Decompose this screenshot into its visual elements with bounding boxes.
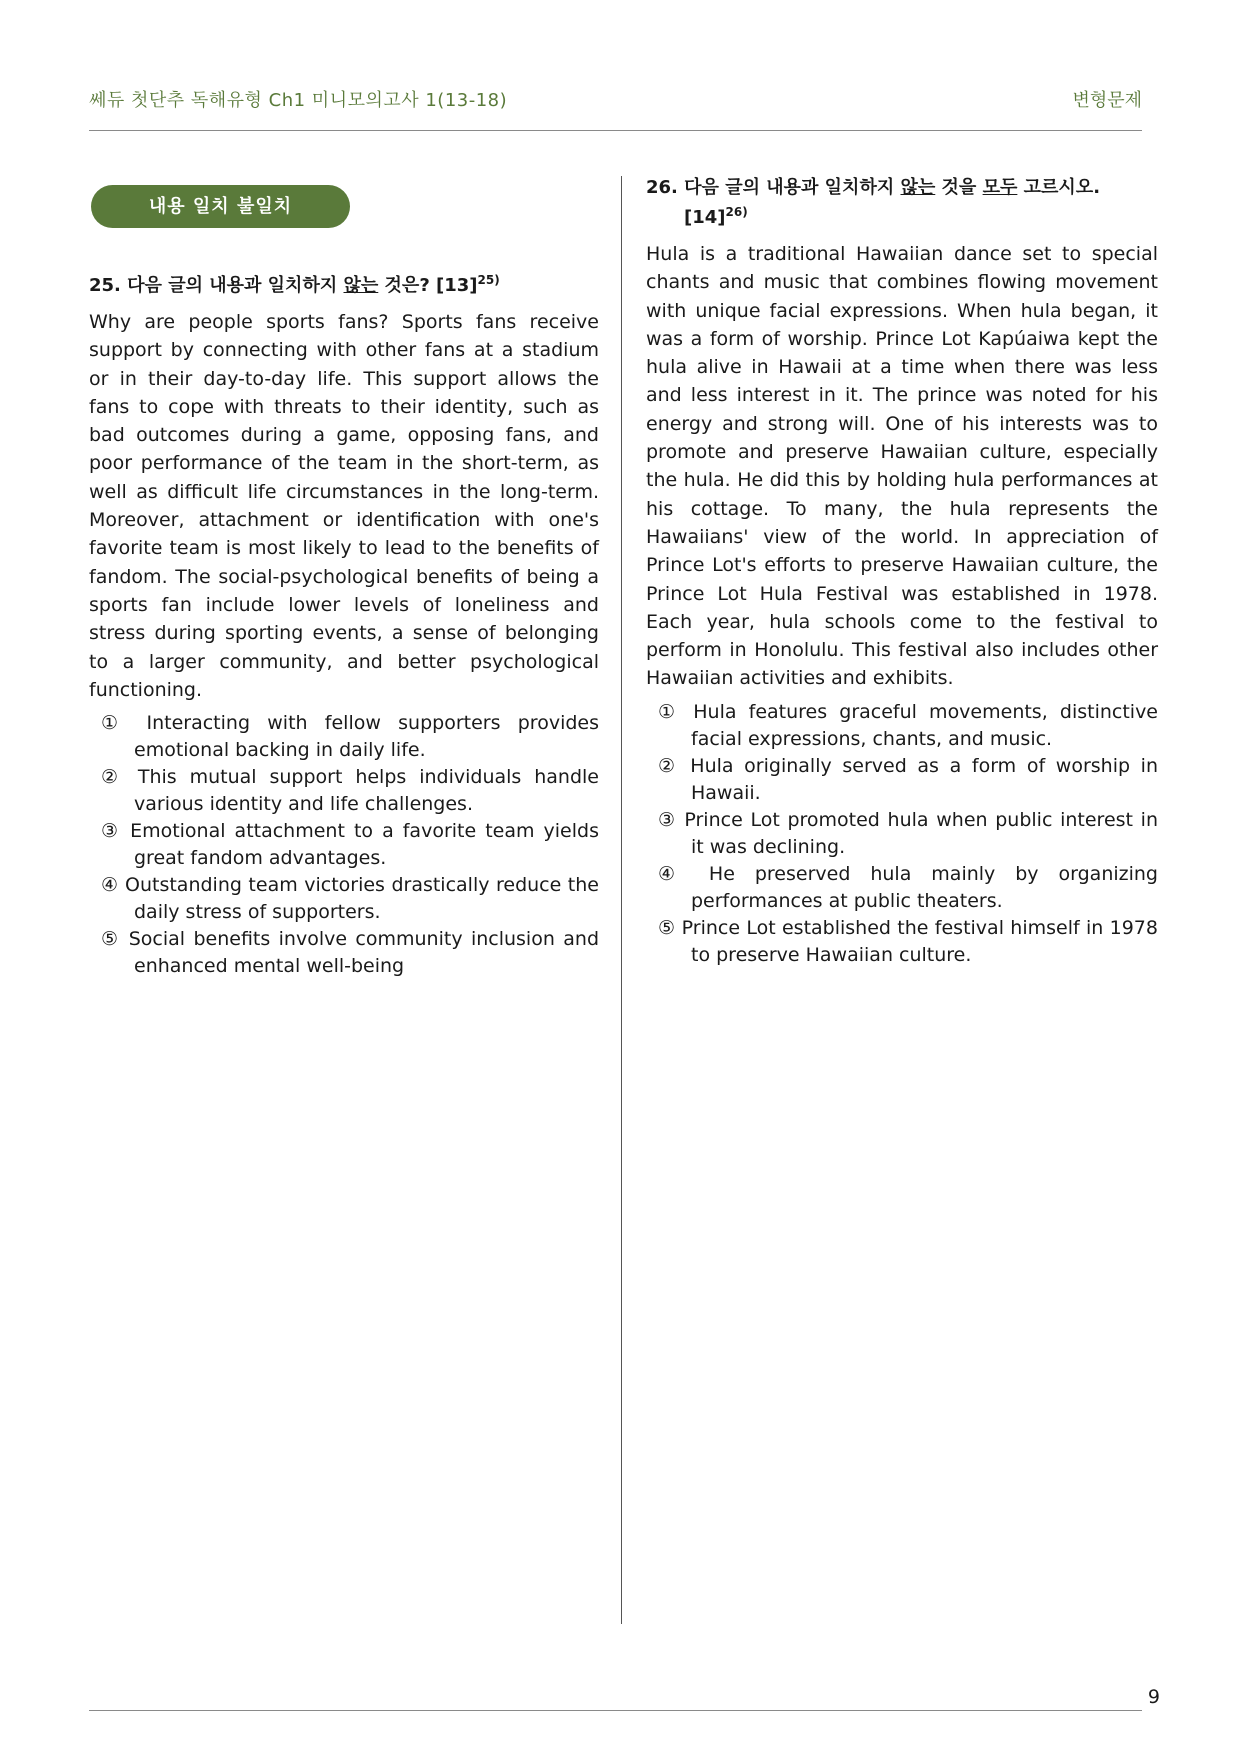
option-1: ① Hula features graceful movements, distinctive facial expressions, chants, and music. <box>658 700 1158 750</box>
question-26 <box>646 176 1158 969</box>
option-1: ① Interacting with fellow supporters provides emotional backing in daily life. <box>101 712 599 762</box>
question-25-options <box>89 710 599 980</box>
option-4: ④ Outstanding team victories drastically reduce the daily stress of supporters. <box>101 874 599 924</box>
option-3: ③ Prince Lot promoted hula when public interest in it was declining. <box>658 808 1158 858</box>
option-4: ④ He preserved hula mainly by organizing performances at public theaters. <box>658 862 1158 912</box>
question-25-passage: Why are people sports fans? Sports fans receive support by connecting with other fans at a stadium or in their day-to-day life. This support allows the fans to cope with threats to their identity, such as bad outcomes during a game, opposing fans, and poor performance of the team in the short-term, as well as difficult life circumstances in the long-term. Moreover, attachment or identification with one's favorite team is most likely to lead to the benefits of fandom. The social-psychological benefits of being a sports fan include lower levels of loneliness and stress during sporting events, a sense of belonging to a larger community, and better psychological functioning. <box>89 311 599 701</box>
header-category: 변형문제 <box>1072 90 1142 111</box>
header-divider <box>89 130 1142 131</box>
question-25-title-suffix: 것은? [13] <box>378 275 478 296</box>
question-25-footnote: 25) <box>477 273 500 287</box>
column-divider <box>621 176 622 1624</box>
question-25-title <box>89 268 599 298</box>
question-26-options <box>646 699 1158 969</box>
option-2: ② Hula originally served as a form of worship in Hawaii. <box>658 754 1158 804</box>
question-26-footnote: 26) <box>725 205 748 219</box>
option-2: ② This mutual support helps individuals handle various identity and life challenges. <box>101 766 599 816</box>
page-number: 9 <box>1147 1686 1160 1708</box>
question-26-passage: Hula is a traditional Hawaiian dance set to special chants and music that combines flowing movement with unique facial expressions. When hula began, it was a form of worship. Prince Lot Kapúaiwa kept the hula alive in Hawaii at a time when there was less and less interest in it. The prince was noted for his energy and strong will. One of his interests was to promote and preserve Hawaiian culture, especially the hula. He did this by holding hula performances at his cottage. To many, the hula represents the Hawaiians' view of the world. In appreciation of Prince Lot's efforts to preserve Hawaiian culture, the Prince Lot Hula Festival was established in 1978. Each year, hula schools come to the festival to perform in Honolulu. This festival also includes other Hawaiian activities and exhibits. <box>646 243 1158 690</box>
question-26-title-prefix: 26. 다음 글의 내용과 일치하지 <box>646 177 901 198</box>
question-26-title-suffix: 고르시오. [14] <box>684 177 1101 228</box>
header-title: 쎄듀 첫단추 독해유형 Ch1 미니모의고사 1(13-18) <box>89 90 508 111</box>
question-25 <box>89 268 599 980</box>
question-26-title-emphasis-1: 않는 <box>900 177 936 198</box>
option-5: ⑤ Social benefits involve community inclusion and enhanced mental well-being <box>101 928 599 978</box>
section-label: 내용 일치 불일치 <box>91 185 350 228</box>
question-26-title <box>646 176 1158 230</box>
question-25-title-prefix: 25. 다음 글의 내용과 일치하지 <box>89 275 344 296</box>
option-5: ⑤ Prince Lot established the festival himself in 1978 to preserve Hawaiian culture. <box>658 916 1158 966</box>
question-26-title-middle: 것을 <box>935 177 983 198</box>
footer-divider <box>89 1710 1142 1711</box>
question-25-title-emphasis: 않는 <box>343 275 379 296</box>
question-26-title-emphasis-2: 모두 <box>982 177 1018 198</box>
option-3: ③ Emotional attachment to a favorite team yields great fandom advantages. <box>101 820 599 870</box>
